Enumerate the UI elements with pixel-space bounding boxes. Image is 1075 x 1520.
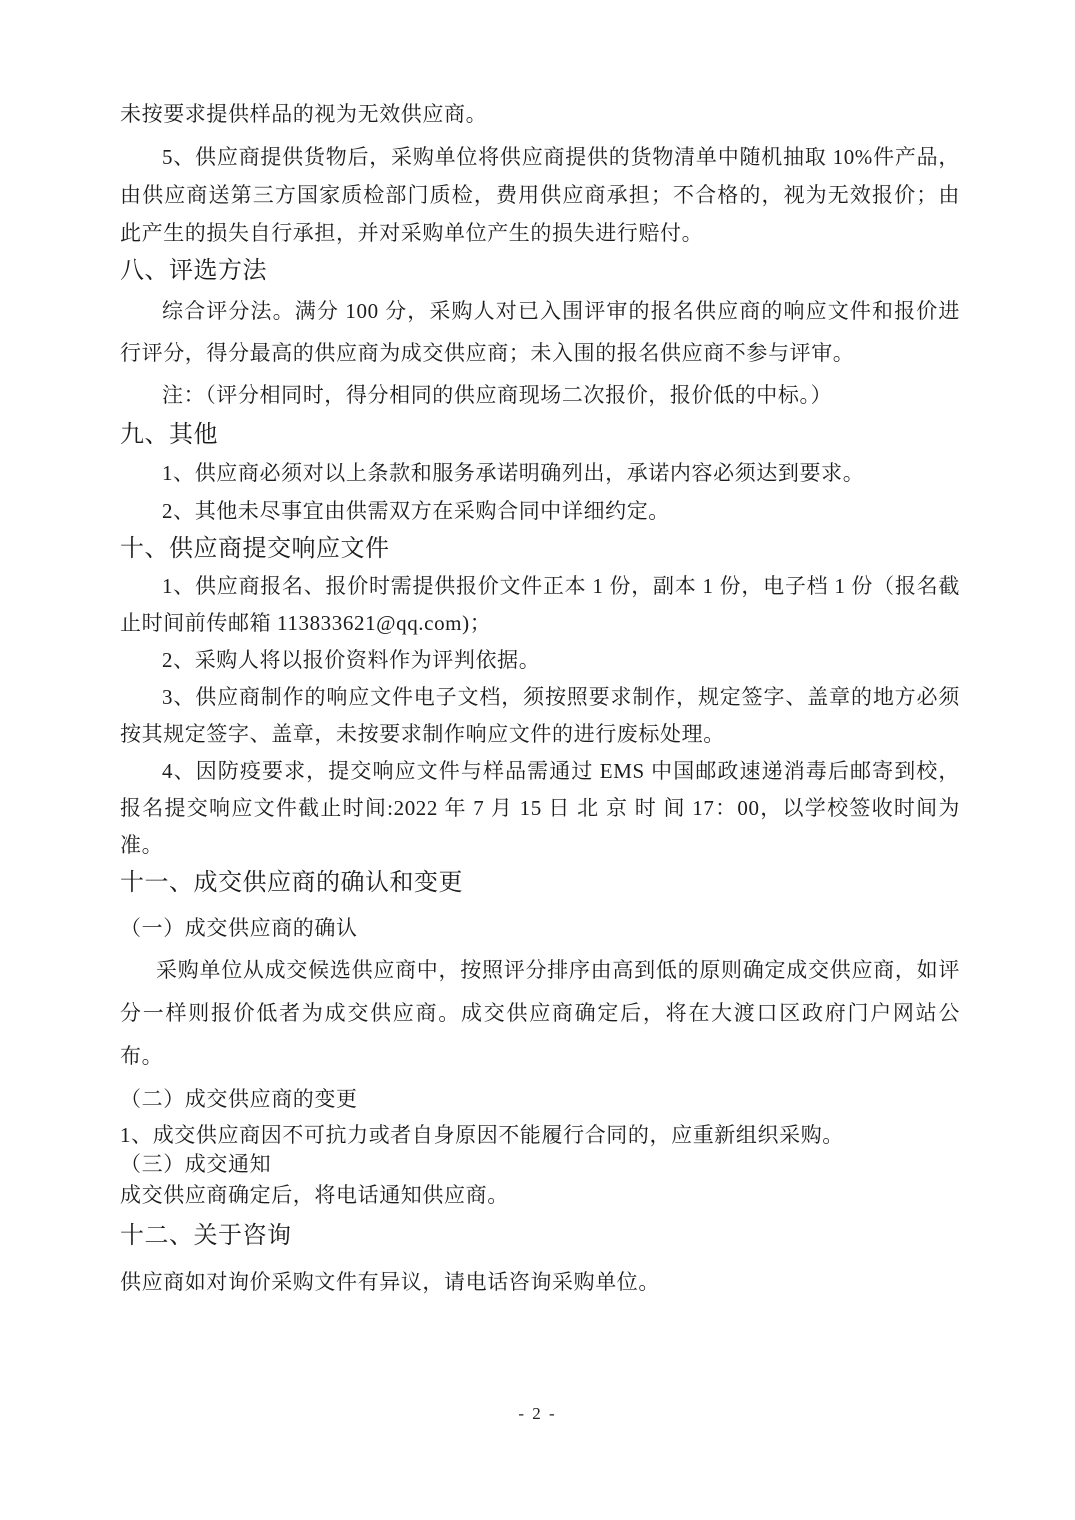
- paragraph-random-inspection: 5、供应商提供货物后，采购单位将供应商提供的货物清单中随机抽取 10%件产品，由供应商送第三方国家质检部门质检，费用供应商承担；不合格的，视为无效报价；由此产生的损失自行承担，并对采购单位产生的损失进行赔付。: [120, 145, 960, 245]
- paragraph-consultation: 供应商如对询价采购文件有异议，请电话咨询采购单位。: [120, 1270, 660, 1294]
- page-number: - 2 -: [518, 1404, 557, 1423]
- heading-section-9-others: 九、其他: [120, 421, 218, 448]
- paragraph-tie-note: 注：（评分相同时，得分相同的供应商现场二次报价，报价低的中标。）: [162, 383, 833, 407]
- subheading-supplier-change: （二）成交供应商的变更: [120, 1087, 358, 1111]
- paragraph-invalid-supplier: 未按要求提供样品的视为无效供应商。: [120, 102, 488, 126]
- paragraph-award-notice-detail: 成交供应商确定后，将电话通知供应商。: [120, 1183, 509, 1207]
- paragraph-others-1: 1、供应商必须对以上条款和服务承诺明确列出，承诺内容必须达到要求。: [162, 461, 865, 485]
- paragraph-response-1: 1、供应商报名、报价时需提供报价文件正本 1 份，副本 1 份，电子档 1 份（报名截止时间前传邮箱 113833621@qq.com)；: [120, 574, 960, 635]
- subheading-award-notice: （三）成交通知: [120, 1152, 272, 1176]
- subheading-supplier-confirmation: （一）成交供应商的确认: [120, 916, 358, 940]
- paragraph-response-4: 4、因防疫要求，提交响应文件与样品需通过 EMS 中国邮政速递消毒后邮寄到校，报名提交响应文件截止时间:2022 年 7 月 15 日 北 京 时 间 17：00，以学校签收时间为准。: [120, 759, 960, 857]
- heading-section-10-response-documents: 十、供应商提交响应文件: [120, 535, 390, 562]
- document-body: [120, 95, 960, 1301]
- paragraph-response-2: 2、采购人将以报价资料作为评判依据。: [162, 648, 541, 672]
- heading-section-11-confirmation-and-change: 十一、成交供应商的确认和变更: [120, 869, 463, 896]
- paragraph-others-2: 2、其他未尽事宜由供需双方在采购合同中详细约定。: [162, 499, 670, 523]
- paragraph-change-1: 1、成交供应商因不可抗力或者自身原因不能履行合同的，应重新组织采购。: [120, 1123, 844, 1147]
- paragraph-scoring-method: 综合评分法。满分 100 分，采购人对已入围评审的报名供应商的响应文件和报价进行评分，得分最高的供应商为成交供应商；未入围的报名供应商不参与评审。: [120, 299, 960, 365]
- heading-section-8-evaluation-method: 八、评选方法: [120, 257, 267, 284]
- heading-section-12-consultation: 十二、关于咨询: [120, 1222, 292, 1249]
- paragraph-confirmation-detail: 采购单位从成交候选供应商中，按照评分排序由高到低的原则确定成交供应商，如评分一样则报价低者为成交供应商。成交供应商确定后，将在大渡口区政府门户网站公布。: [120, 958, 960, 1068]
- paragraph-response-3: 3、供应商制作的响应文件电子文档，须按照要求制作，规定签字、盖章的地方必须按其规定签字、盖章，未按要求制作响应文件的进行废标处理。: [120, 685, 960, 746]
